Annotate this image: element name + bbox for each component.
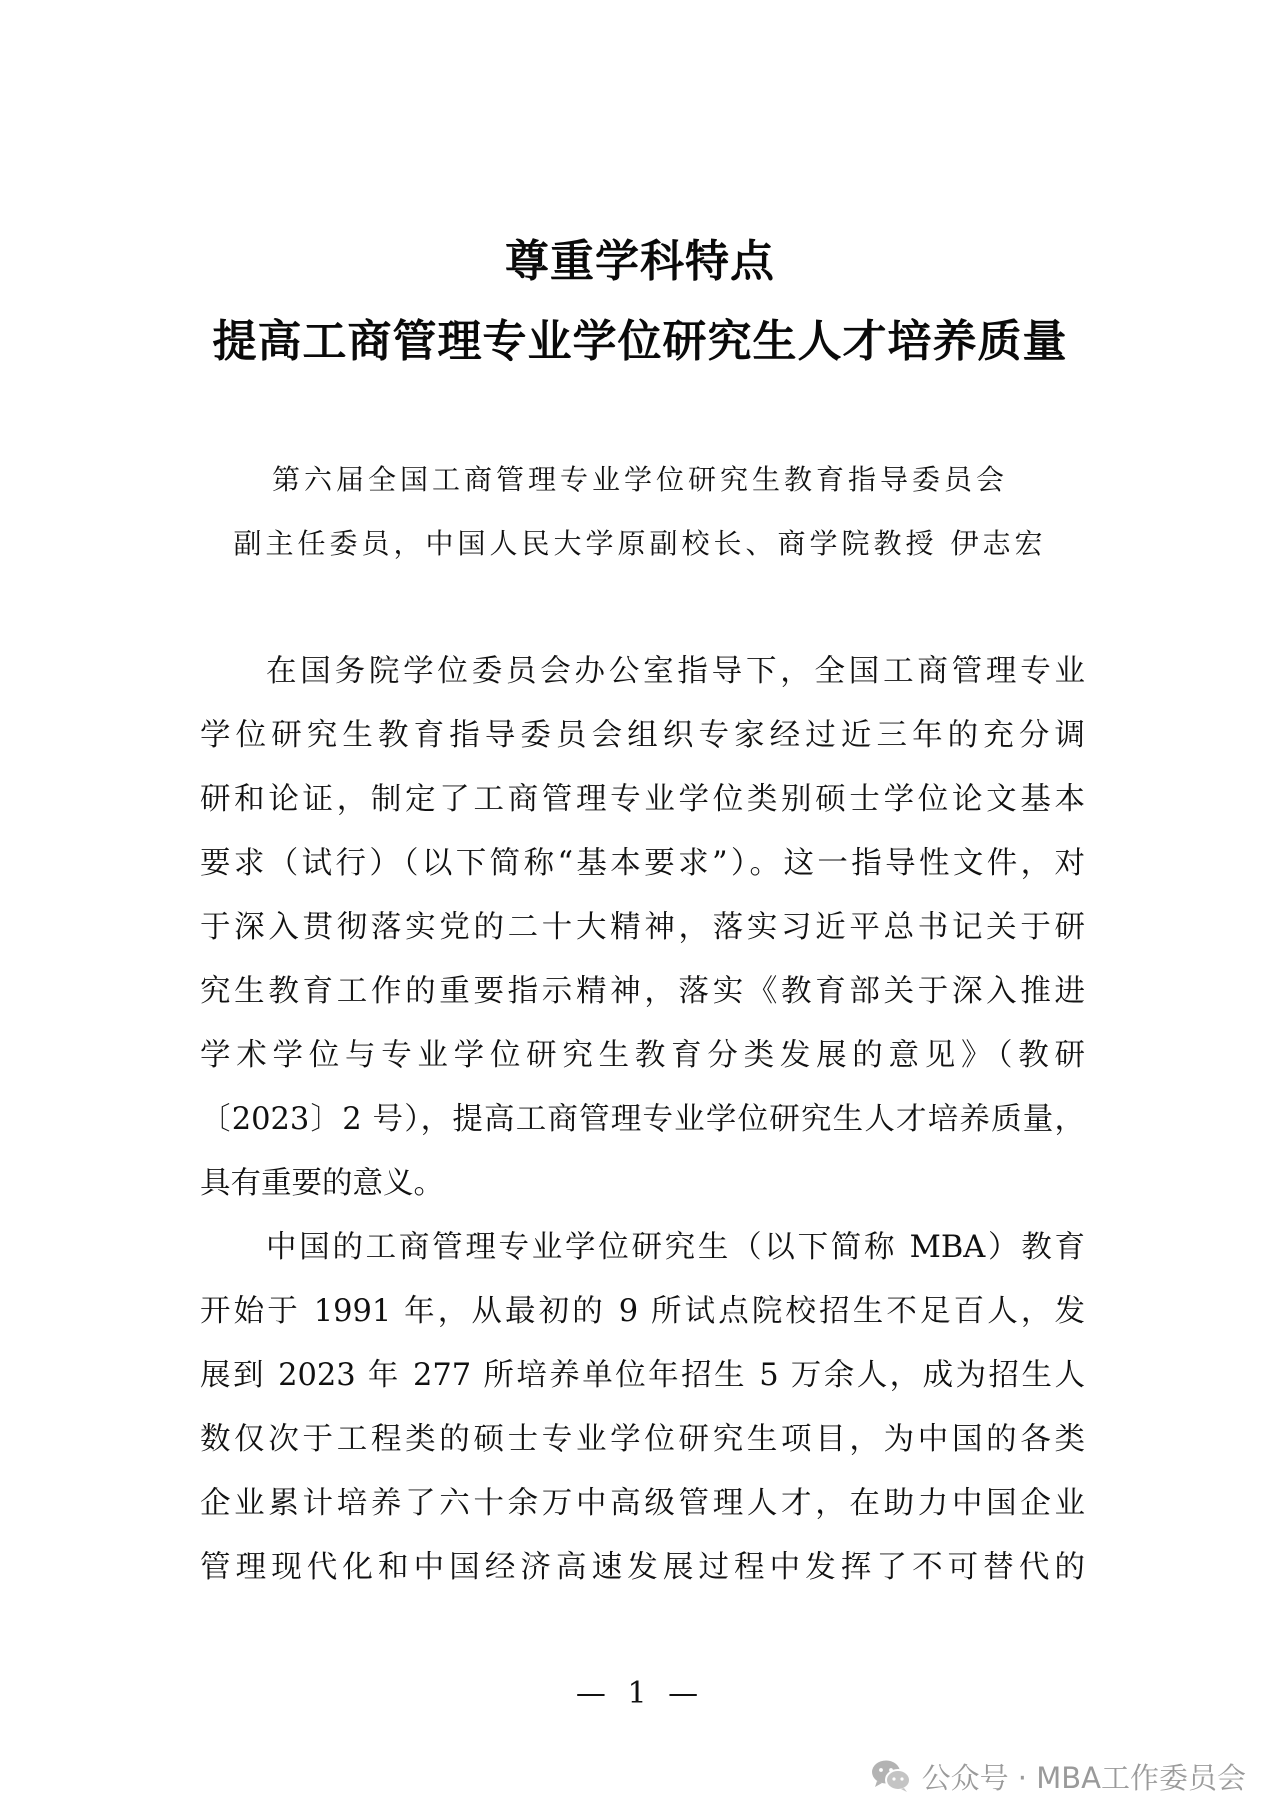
page-number: — 1 — — [575, 1676, 705, 1711]
text-line: 学术学位与专业学位研究生教育分类发展的意见》（教研 — [200, 1038, 1085, 1073]
text-line: 企业累计培养了六十余万中高级管理人才，在助力中国企业 — [200, 1486, 1085, 1521]
text-line: 管理现代化和中国经济高速发展过程中发挥了不可替代的 — [200, 1550, 1085, 1585]
text-line: 开始于 1991 年，从最初的 9 所试点院校招生不足百人，发 — [200, 1294, 1085, 1329]
wechat-icon — [870, 1758, 912, 1794]
paragraph-2 — [200, 1216, 1085, 1600]
text-line: 研和论证，制定了工商管理专业学位类别硕士学位论文基本 — [200, 782, 1085, 817]
text-line: 中国的工商管理专业学位研究生（以下简称 MBA）教育 — [266, 1230, 1085, 1265]
text-line: 数仅次于工程类的硕士专业学位研究生项目，为中国的各类 — [200, 1422, 1085, 1457]
text-line: 具有重要的意义。 — [200, 1166, 444, 1201]
text-line: 要求（试行）（以下简称“基本要求”）。这一指导性文件，对 — [200, 846, 1085, 881]
watermark — [870, 1756, 1246, 1796]
paragraph-1 — [200, 640, 1085, 1216]
author-info — [0, 448, 1280, 576]
author-line-2: 副主任委员，中国人民大学原副校长、商学院教授 伊志宏 — [233, 527, 1047, 560]
document-title — [0, 222, 1280, 382]
title-line-2: 提高工商管理专业学位研究生人才培养质量 — [212, 316, 1068, 367]
title-line-1: 尊重学科特点 — [505, 236, 775, 287]
author-line-1: 第六届全国工商管理专业学位研究生教育指导委员会 — [271, 463, 1008, 496]
text-line: 展到 2023 年 277 所培养单位年招生 5 万余人，成为招生人 — [200, 1358, 1085, 1393]
text-line: 究生教育工作的重要指示精神，落实《教育部关于深入推进 — [200, 974, 1085, 1009]
text-line: 于深入贯彻落实党的二十大精神，落实习近平总书记关于研 — [200, 910, 1085, 945]
text-line: 学位研究生教育指导委员会组织专家经过近三年的充分调 — [200, 718, 1085, 753]
text-line: 〔2023〕2 号），提高工商管理专业学位研究生人才培养质量， — [200, 1102, 1085, 1137]
body-text — [200, 640, 1085, 1600]
watermark-text: 公众号 · MBA工作委员会 — [921, 1760, 1246, 1795]
text-line: 在国务院学位委员会办公室指导下，全国工商管理专业 — [266, 654, 1085, 689]
